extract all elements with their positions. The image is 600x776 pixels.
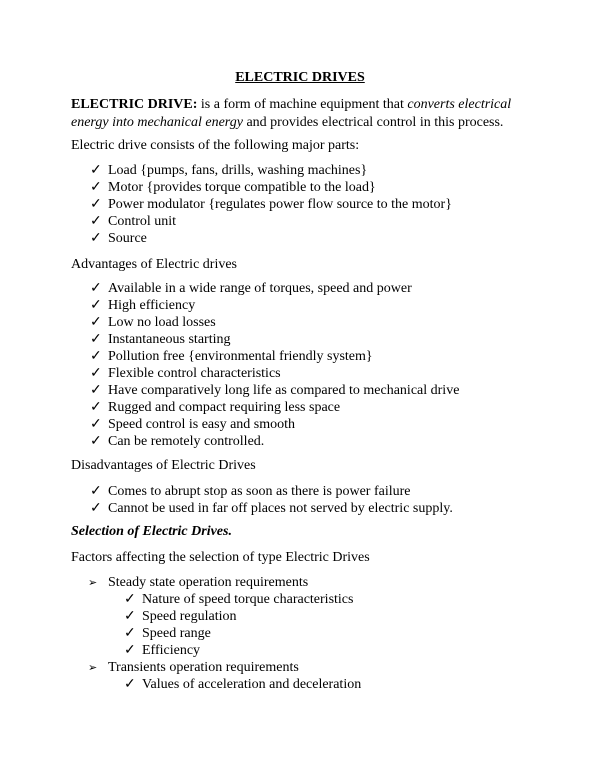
- check-icon: ✓: [90, 197, 102, 212]
- transient-list: [124, 676, 361, 693]
- list-item: ✓ Control unit: [90, 214, 177, 229]
- parts-list: [90, 162, 452, 247]
- check-icon: ✓: [90, 214, 102, 229]
- factors-intro: Factors affecting the selection of type Electric Drives: [71, 550, 370, 565]
- parts-intro: Electric drive consists of the following major parts:: [71, 138, 360, 153]
- steady-state-group: [88, 574, 308, 591]
- check-icon: ✓: [90, 501, 102, 516]
- check-icon: ✓: [124, 626, 136, 641]
- advantages-list: [90, 280, 459, 450]
- disadvantages-list: [90, 483, 453, 517]
- list-item: ✓ Cannot be used in far off places not served by electric supply.: [90, 501, 453, 516]
- arrow-bullet-icon: ➢: [88, 662, 98, 674]
- definition-italic: converts electrical energy into mechanical energy: [71, 97, 512, 130]
- check-icon: ✓: [124, 643, 136, 658]
- check-icon: ✓: [90, 400, 102, 415]
- check-icon: ✓: [90, 231, 102, 246]
- check-icon: ✓: [90, 332, 102, 347]
- list-item: ✓ Speed range: [124, 626, 211, 641]
- selection-heading: Selection of Electric Drives.: [71, 524, 232, 539]
- check-icon: ✓: [124, 677, 136, 692]
- list-item: ✓ Low no load losses: [90, 315, 216, 330]
- list-item: ✓ Nature of speed torque characteristics: [124, 592, 354, 607]
- list-item: ✓ Load {pumps, fans, drills, washing machines}: [90, 163, 368, 178]
- check-icon: ✓: [124, 609, 136, 624]
- steady-state-list: [124, 591, 353, 659]
- page-title: ELECTRIC DRIVES: [235, 70, 365, 85]
- list-item: ✓ Pollution free {environmental friendly system}: [90, 349, 373, 364]
- list-item: ✓ Flexible control characteristics: [90, 366, 281, 381]
- list-item: ✓ Instantaneous starting: [90, 332, 231, 347]
- check-icon: ✓: [90, 434, 102, 449]
- definition-paragraph: [71, 96, 531, 132]
- check-icon: ✓: [90, 315, 102, 330]
- check-icon: ✓: [90, 163, 102, 178]
- definition-text-b: and provides electrical control in this process.: [242, 115, 504, 130]
- list-item: ✓ Speed control is easy and smooth: [90, 417, 296, 432]
- check-icon: ✓: [124, 592, 136, 607]
- list-item: ✓ Available in a wide range of torques, speed and power: [90, 281, 412, 296]
- check-icon: ✓: [90, 298, 102, 313]
- check-icon: ✓: [90, 281, 102, 296]
- definition-term: ELECTRIC DRIVE:: [71, 97, 198, 112]
- list-item: ➢ Transients operation requirements: [88, 660, 299, 675]
- check-icon: ✓: [90, 417, 102, 432]
- check-icon: ✓: [90, 366, 102, 381]
- list-item: ✓ Efficiency: [124, 643, 201, 658]
- list-item: ✓ Comes to abrupt stop as soon as there is power failure: [90, 484, 411, 499]
- arrow-bullet-icon: ➢: [88, 577, 98, 589]
- check-icon: ✓: [90, 484, 102, 499]
- check-icon: ✓: [90, 349, 102, 364]
- list-item: ✓ Power modulator {regulates power flow source to the motor}: [90, 197, 452, 212]
- list-item: ✓ Rugged and compact requiring less space: [90, 400, 341, 415]
- list-item: ✓ Can be remotely controlled.: [90, 434, 265, 449]
- list-item: ✓ Speed regulation: [124, 609, 237, 624]
- transient-group: [88, 659, 299, 676]
- list-item: ✓ Source: [90, 231, 147, 246]
- disadvantages-heading: Disadvantages of Electric Drives: [71, 458, 256, 473]
- check-icon: ✓: [90, 180, 102, 195]
- list-item: ✓ High efficiency: [90, 298, 196, 313]
- check-icon: ✓: [90, 383, 102, 398]
- list-item: ✓ Motor {provides torque compatible to the load}: [90, 180, 376, 195]
- list-item: ➢ Steady state operation requirements: [88, 575, 309, 590]
- advantages-heading: Advantages of Electric drives: [71, 257, 237, 272]
- list-item: ✓ Values of acceleration and deceleration: [124, 677, 362, 692]
- definition-text-a: is a form of machine equipment that: [197, 97, 408, 112]
- list-item: ✓ Have comparatively long life as compared to mechanical drive: [90, 383, 460, 398]
